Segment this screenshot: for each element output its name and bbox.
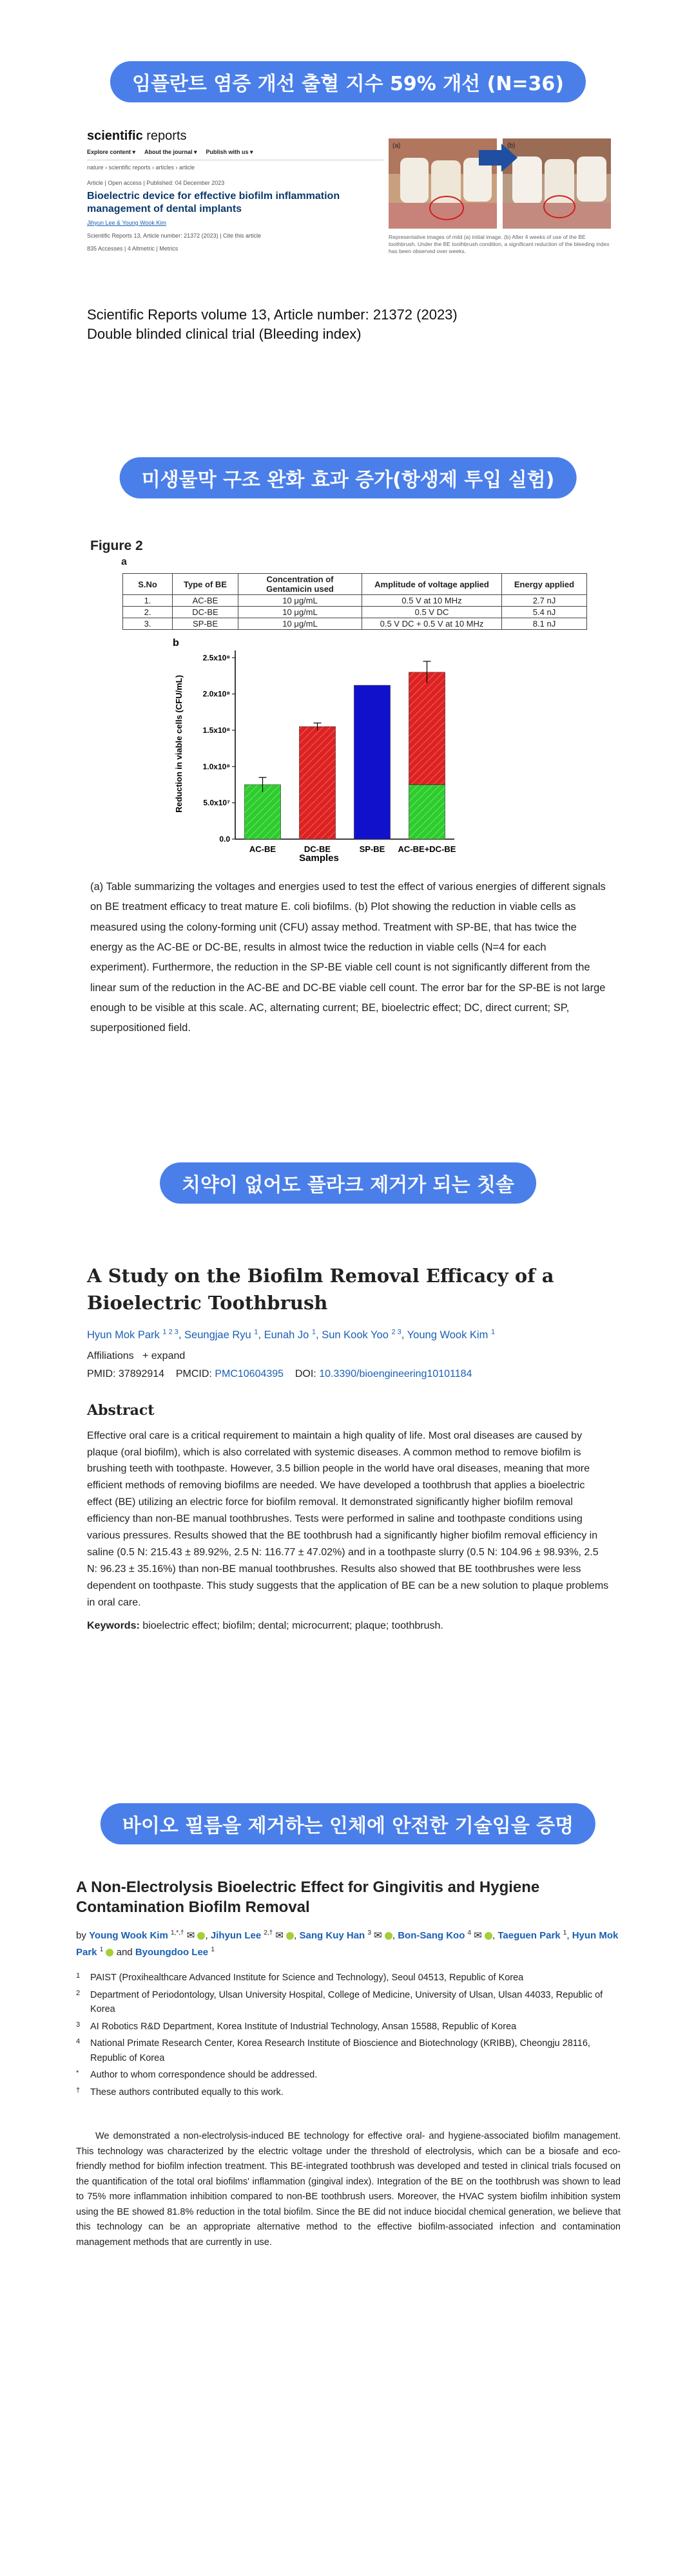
paper-pubmed: [87, 1262, 609, 1632]
bar-chart: [168, 634, 464, 866]
citation-line-1: Scientific Reports volume 13, Article number: 21372 (2023): [87, 307, 458, 323]
nav-about[interactable]: About the journal ▾: [144, 149, 197, 155]
abstract-heading: Abstract: [87, 1401, 155, 1419]
table-cell: DC-BE: [173, 607, 238, 618]
figure-label: Figure 2: [90, 538, 143, 553]
x-tick-label: SP-BE: [359, 844, 385, 854]
nav-publish[interactable]: Publish with us ▾: [206, 149, 253, 155]
article-authors[interactable]: Jihyun Lee & Young Wook Kim: [87, 220, 166, 226]
panel-a-label: a: [121, 556, 127, 567]
x-axis-label: Samples: [299, 853, 339, 864]
mail-icon[interactable]: ✉: [374, 1930, 382, 1942]
table-cell: 10 μg/mL: [238, 618, 362, 630]
table-row: [123, 618, 587, 630]
doi-link[interactable]: 10.3390/bioengineering10101184: [319, 1368, 472, 1379]
table-cell: 5.4 nJ: [502, 607, 587, 618]
author-link[interactable]: Young Wook Kim: [89, 1930, 168, 1942]
section1-banner: 임플란트 염증 개선 출혈 지수 59% 개선 (N=36): [110, 61, 586, 102]
article-meta: Article | Open access | Published: 04 December 2023: [87, 180, 225, 186]
author-link[interactable]: Jihyun Lee: [210, 1930, 262, 1942]
journal-logo[interactable]: scientific reports: [87, 129, 187, 143]
paper-title: A Study on the Biofilm Removal Efficacy of a Bioelectric Toothbrush: [87, 1265, 554, 1314]
table-cell: AC-BE: [173, 595, 238, 607]
article-metrics: 835 Accesses | 4 Altmetric | Metrics: [87, 245, 179, 252]
pmcid-label: PMCID:: [175, 1368, 212, 1379]
x-tick-label: AC-BE+DC-BE: [398, 844, 456, 854]
paper-mdpi: [76, 1877, 621, 2250]
author-link[interactable]: Byoungdoo Lee: [135, 1946, 209, 1958]
citation: [87, 305, 458, 343]
expand-button[interactable]: + expand: [142, 1350, 186, 1361]
author-link[interactable]: Taeguen Park: [498, 1930, 561, 1942]
author-link[interactable]: Young Wook Kim $^1$: [407, 1328, 496, 1341]
orcid-icon[interactable]: [106, 1949, 113, 1956]
author-link[interactable]: Sang Kuy Han: [299, 1930, 365, 1942]
y-tick-label: 2.5x10⁸: [202, 653, 230, 663]
y-axis-label: Reduction in viable cells (CFU/mL): [174, 675, 184, 813]
abstract-text: Effective oral care is a critical requirement to maintain a high quality of life. Most oral diseases are caused by plaque (oral biofilm), which is also correlated with systemic diseases. A common method to remove biofilm is brushing teeth with toothpaste. However, 3.5 billion people in the world have oral diseases, meaning that more efficient methods of removing biofilms are needed. We have developed a toothbrush that applies a bioelectric effect (BE) utilizing an electric force for biofilm removal. It demonstrated significantly higher biofilm removal efficiency than non-BE manual toothbrushes. Tests were performed in saline and toothpaste conditions using various pressures. Results showed that the BE toothbrush had a significantly higher biofilm removal efficiency in saline (0.5 N: 215.43 ± 89.92%, 2.5 N: 116.77 ± 47.02%) and in a toothpaste slurry (0.5 N: 104.96 ± 98.93%, 2.5 N: 96.23 ± 35.16%) than non-BE manual toothbrushes. Results also showed that BE toothbrushes were less dependent on toothpaste. This study suggests that the application of BE can be a new solution to plaque problems in oral care.: [87, 1430, 609, 1608]
author-list: Hyun Mok Park $^{1 2 3}$, Seungjae Ryu $^1$, Eunah Jo $^1$, Sun Kook Yoo $^{2 3}$, Young Wook Kim $^1$: [87, 1328, 496, 1341]
mail-icon[interactable]: ✉: [186, 1930, 195, 1942]
author-link[interactable]: Bon-Sang Koo: [398, 1930, 465, 1942]
keywords: Keywords: bioelectric effect; biofilm; dental; microcurrent; plaque; toothbrush.: [87, 1620, 443, 1631]
th-concentration: Concentration of Gentamicin used: [238, 574, 362, 595]
y-tick-label: 1.5x10⁸: [202, 725, 230, 735]
y-tick-label: 0.0: [219, 835, 230, 844]
affiliations-label: Affiliations: [87, 1350, 134, 1361]
photo-caption: Representative images of mild (a) initial image. (b) After 4 weeks of use of the BE toothbrush. Under the BE toothbrush condition, a significant reduction of the bleeding index has been observed over weeks.: [389, 234, 610, 255]
orcid-icon[interactable]: [197, 1932, 205, 1940]
list-item: 2 Department of Periodontology, Ulsan University Hospital, College of Medicine, University of Ulsan, Ulsan 44033, Republic of Korea: [76, 1989, 603, 2015]
bar-sp-be: [354, 685, 390, 839]
table-cell: 0.5 V DC: [362, 607, 502, 618]
be-table: [122, 573, 587, 630]
abstract-text: We demonstrated a non-electrolysis-induced BE technology for effective oral- and hygiene-associated biofilm management. This technology was characterized by the electric voltage under the threshold of electrolysis, which can be a biosafe and eco-friendly method for biofilm infection treatment. This BE-integrated toothbrush was developed and tested in clinical trials focused on the quantification of the total oral biofilms' inflammation (gingival index). Integration of the BE on the toothbrush was shown to lead to 75% more inflammation inhibition compared to non-BE toothbrush users. Moreover, the HVAC system biofilm inhibition system using the BE showed 81.8% reduction in the total biofilm. Since the BE did not induce biocidal chemical generation, we believe that this technology can be an appropriate alternative method to the effective biofilm-associated infection and contamination management methods that are currently in use.: [76, 2131, 621, 2248]
author-link[interactable]: Eunah Jo $^1$: [264, 1328, 316, 1341]
journal-nav: [87, 149, 383, 160]
author-link[interactable]: Hyun Mok Park $^{1 2 3}$: [87, 1328, 179, 1341]
list-item: 1 PAIST (Proxihealthcare Advanced Institute for Science and Technology), Seoul 04513, Republic of Korea: [76, 1972, 524, 1984]
article-title: Bioelectric device for effective biofilm inflammation management of dental implants: [87, 191, 340, 214]
table-cell: 8.1 nJ: [502, 618, 587, 630]
pmcid-link[interactable]: PMC10604395: [215, 1368, 284, 1379]
y-tick-label: 1.0x10⁸: [202, 762, 230, 772]
th-energy: Energy applied: [502, 574, 587, 595]
table-cell: 1.: [123, 595, 173, 607]
table-cell: 10 μg/mL: [238, 607, 362, 618]
clinical-photos: [389, 138, 611, 229]
author-link[interactable]: Seungjae Ryu $^1$: [184, 1328, 258, 1341]
doi-label: DOI:: [295, 1368, 316, 1379]
citation-line-2: Double blinded clinical trial (Bleeding index): [87, 325, 362, 342]
nav-explore[interactable]: Explore content ▾: [87, 149, 136, 155]
paper-title: A Non-Electrolysis Bioelectric Effect for Gingivitis and Hygiene Contamination Biofilm Removal: [76, 1879, 540, 1917]
y-tick-label: 5.0x10⁷: [203, 798, 230, 808]
author-list: by Young Wook Kim $^{1,*,\dagger}$ ✉ , Jihyun Lee $^{2,\dagger}$ ✉ , Sang Kuy Han $^3$ ✉ , Bon-Sang Koo $^4$ ✉ , Taeguen Park $^1$, Hyun Mok Park $^1$ and Byoungdoo Lee $^1$: [76, 1929, 619, 1958]
breadcrumb[interactable]: nature › scientific reports › articles › article: [87, 164, 195, 171]
list-item: 3 AI Robotics R&D Department, Korea Institute of Industrial Technology, Ansan 15588, Republic of Korea: [76, 2020, 517, 2032]
photo-label-b: (b): [507, 142, 516, 149]
section4-banner: 바이오 필름을 제거하는 인체에 안전한 기술임을 증명: [101, 1803, 595, 1844]
th-type: Type of BE: [173, 574, 238, 595]
y-tick-label: 2.0x10⁸: [202, 689, 230, 699]
pmid: PMID: 37892914: [87, 1368, 165, 1379]
x-tick-label: AC-BE: [249, 844, 276, 854]
section2-banner: 미생물막 구조 완화 효과 증가(항생제 투입 실험): [120, 457, 577, 498]
section3-banner: 치약이 없어도 플라크 제거가 되는 칫솔: [160, 1162, 536, 1204]
table-cell: 3.: [123, 618, 173, 630]
orcid-icon[interactable]: [485, 1932, 492, 1940]
article-screenshot: [87, 129, 383, 301]
table-row: [123, 607, 587, 618]
table-cell: 10 μg/mL: [238, 595, 362, 607]
bar-ac-be: [244, 784, 280, 839]
panel-b-label: b: [173, 638, 179, 649]
x-tick-label: DC-BE: [304, 844, 331, 854]
mail-icon[interactable]: ✉: [474, 1930, 482, 1942]
orcid-icon[interactable]: [286, 1932, 294, 1940]
th-amplitude: Amplitude of voltage applied: [362, 574, 502, 595]
author-link[interactable]: Sun Kook Yoo $^{2 3}$: [322, 1328, 401, 1341]
identifiers: [87, 1368, 609, 1380]
table-cell: 2.7 nJ: [502, 595, 587, 607]
mail-icon[interactable]: ✉: [275, 1930, 284, 1942]
table-cell: 2.: [123, 607, 173, 618]
affiliations-toggle[interactable]: [87, 1350, 609, 1362]
author-link[interactable]: Hyun Mok Park: [76, 1930, 619, 1958]
table-cell: SP-BE: [173, 618, 238, 630]
article-citation-line: Scientific Reports 13, Article number: 21372 (2023) | Cite this article: [87, 232, 261, 239]
figure-caption: (a) Table summarizing the voltages and energies used to test the effect of various energies of different signals on BE treatment efficacy to treat mature E. coli biofilms. (b) Plot showing the reduction in viable cells as measured using the colony-forming unit (CFU) assay method. Treatment with SP-BE, that has twice the energy as the AC-BE or DC-BE, results in almost twice the reduction in viable cells (N=4 for each experiment). Furthermore, the reduction in the SP-BE viable cell count is not significantly different from the linear sum of the reduction in the AC-BE and DC-BE viable cell count. The error bar for the SP-BE is not large enough to be visible at this scale. AC, alternating current; BE, bioelectric effect; DC, direct current; SP, superpositioned field.: [90, 881, 606, 1034]
bar-dc-be: [299, 726, 335, 839]
table-cell: 0.5 V at 10 MHz: [362, 595, 502, 607]
table-row: [123, 595, 587, 607]
photo-label-a: (a): [392, 142, 401, 149]
list-item: † These authors contributed equally to this work.: [76, 2086, 284, 2098]
affiliation-list: [76, 1971, 621, 2099]
list-item: 4 National Primate Research Center, Korea Research Institute of Bioscience and Biotechnology (KRIBB), Cheongju 28116, Republic of Korea: [76, 2038, 590, 2063]
table-cell: 0.5 V DC + 0.5 V at 10 MHz: [362, 618, 502, 630]
orcid-icon[interactable]: [385, 1932, 392, 1940]
bar-segment-dc: [409, 672, 445, 785]
bar-segment-ac: [409, 784, 445, 839]
th-sno: S.No: [123, 574, 173, 595]
list-item: * Author to whom correspondence should be addressed.: [76, 2069, 318, 2081]
